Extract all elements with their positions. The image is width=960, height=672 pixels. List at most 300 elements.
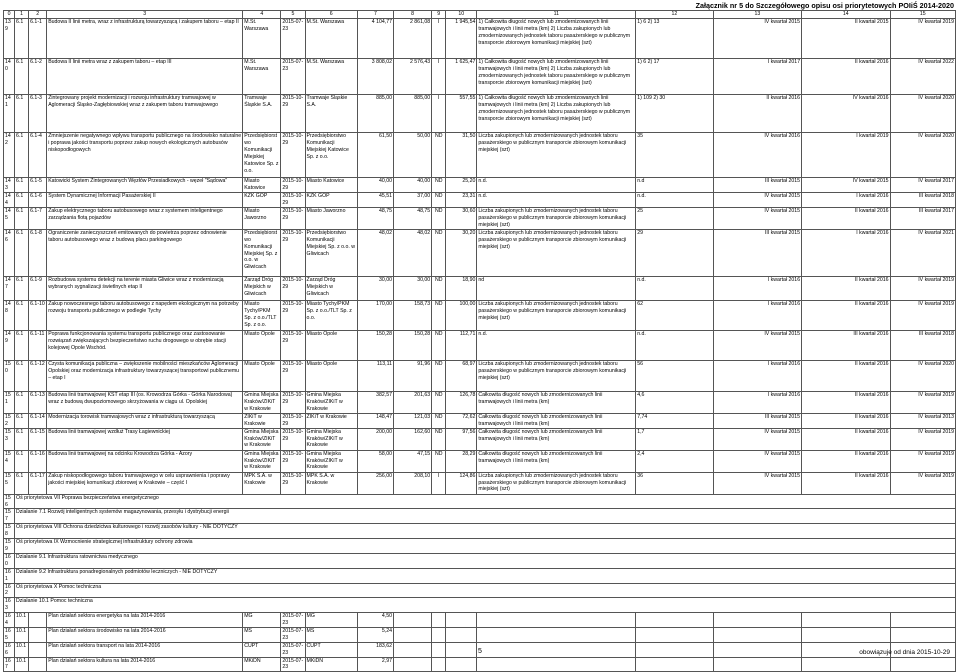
indicator: Liczba zakupionych lub zmodernizowanych jednostek taboru pasażerskiego w publicznym transporcie zbiorowym komunikacji miejskiej (szt) (477, 360, 636, 391)
eligible-cost: 121,03 (393, 413, 431, 428)
quarter-end: IV kwartał 2019 (890, 19, 955, 59)
total-cost: 61,50 (357, 133, 393, 178)
entry-date: 2015-10-29 (281, 391, 305, 413)
indicator-value: 35 (636, 133, 713, 178)
beneficiary: Miasto Opole (243, 360, 281, 391)
table-row (4, 229, 956, 276)
table-row (4, 59, 956, 95)
total-cost: 48,02 (357, 229, 393, 276)
quarter-mid: IV kwartał 2015 (802, 178, 890, 193)
empty-cell (713, 627, 801, 642)
indicator: Liczba zakupionych lub zmodernizowanych jednostek taboru pasażerskiego w publicznym transporcie zbiorowym komunikacji miejskiej (szt) (477, 207, 636, 229)
priority: 6.1 (15, 19, 29, 59)
quarter-end: IV kwartał 2020 (890, 95, 955, 133)
project-title: Plan działań sektora środowisko na lata 2014-2016 (47, 627, 243, 642)
organization: M.St. Warszawa (305, 59, 357, 95)
eligible-cost: 40,00 (393, 178, 431, 193)
project-id (29, 657, 47, 672)
table-row (4, 613, 956, 628)
beneficiary: Przedsiębiorstwo Komunikacji Miejskiej Sp. z o.o. w Gliwicach (243, 229, 281, 276)
indicator-value: n.d (636, 178, 713, 193)
priority: 6.1 (15, 330, 29, 360)
eu-contribution: 68,97 (446, 360, 477, 391)
table-row (4, 178, 956, 193)
quarter-mid: I kwartał 2016 (802, 229, 890, 276)
indicator: n.d. (477, 193, 636, 208)
empty-cell (432, 657, 446, 672)
organization: KZK GOP (305, 193, 357, 208)
attachment-heading: Załącznik nr 5 do Szczegółowego opisu osi priorytetowych POIiŚ 2014-2020 (695, 1, 954, 10)
row-number: 152 (4, 413, 15, 428)
total-cost: 45,51 (357, 193, 393, 208)
eligible-cost: 47,15 (393, 450, 431, 472)
empty-cell (636, 627, 713, 642)
project-id: 6.1-5 (29, 178, 47, 193)
indicator-value: 4,6 (636, 391, 713, 413)
beneficiary: M.St. Warszawa (243, 59, 281, 95)
indicator: 1) Całkowita długość nowych lub zmodernizowanych linii tramwajowych i linii metra (km) 2) Liczba zakupionych lub zmodernizowanych jednostek taboru pasażerskiego w publicznym transporcie zbiorowym komunikacji miejskiej (szt) (477, 95, 636, 133)
eu-contribution: 1 945,54 (446, 19, 477, 59)
fund-type: ND (432, 413, 446, 428)
eligible-cost: 48,02 (393, 229, 431, 276)
organization: Zarząd Dróg Miejskich w Gliwicach (305, 276, 357, 300)
table-row (4, 413, 956, 428)
table-row (4, 657, 956, 672)
project-title: Zakup niskopodłogowego taboru tramwajowego w celu usprawnienia i poprawy jakości miejskiej komunikacji zbiorowej w Krakowie – część I (47, 472, 243, 494)
column-number: 10 (446, 11, 477, 19)
table-row (4, 19, 956, 59)
fund-type: ND (432, 229, 446, 276)
table-row (4, 193, 956, 208)
empty-cell (393, 613, 431, 628)
column-number: 14 (802, 11, 890, 19)
empty-cell (636, 657, 713, 672)
column-number: 12 (636, 11, 713, 19)
column-number: 7 (357, 11, 393, 19)
priority: 6.1 (15, 133, 29, 178)
entry-date: 2015-10-29 (281, 360, 305, 391)
project-title: Ograniczenie zanieczyszczeń emitowanych do powietrza poprzez odnowienie taboru autobusowego wraz z budową placu parkingowego (47, 229, 243, 276)
beneficiary: MPK S.A. w Krakowie (243, 472, 281, 494)
project-title: Zakup nowoczesnego taboru autobusowego z napędem ekologicznym na potrzeby rozwoju transportu publicznego w podległe Tychy (47, 300, 243, 330)
column-number: 2 (29, 11, 47, 19)
table-row (4, 207, 956, 229)
eu-contribution: 72,62 (446, 413, 477, 428)
project-id: 6.1-3 (29, 95, 47, 133)
quarter-end: IV kwartał 2019 (890, 472, 955, 494)
indicator-value: 36 (636, 472, 713, 494)
empty-cell (432, 613, 446, 628)
quarter-end: IV kwartał 2019 (890, 300, 955, 330)
row-number: 161 (4, 568, 15, 583)
priority: 6.1 (15, 413, 29, 428)
organization: Tramwaje Śląskie S.A. (305, 95, 357, 133)
table-row (4, 300, 956, 330)
quarter-end: IV kwartał 2020 (890, 360, 955, 391)
entry-date: 2015-10-29 (282, 193, 304, 206)
project-title: Budowa linii tramwajowej wzdłuż Trasy Łagiewnickiej (47, 428, 243, 450)
total-cost: 30,00 (357, 276, 393, 300)
quarter-start: IV kwartał 2015 (713, 428, 801, 450)
priority: 6.1 (15, 300, 29, 330)
row-number: 140 (4, 59, 15, 95)
project-title: Budowa linii tramwajowej KST etap III (os. Krowodrza Górka - Górka Narodowa) wraz z budową dwupoziomowego skrzyżowania w ciągu ul. Opolskiej (47, 391, 243, 413)
eligible-cost: 2 861,08 (393, 19, 431, 59)
project-title: Zakup elektrycznego taboru autobusowego wraz z systemem inteligentnego zarządzania flotą pojazdów (47, 207, 243, 229)
row-number: 141 (4, 95, 15, 133)
project-id (29, 642, 47, 657)
organization: MŚ (305, 627, 357, 642)
indicator-value: 56 (636, 360, 713, 391)
project-title: Budowa II linii metra, wraz z infrastrukturą towarzyszącą i zakupem taboru – etap II (47, 19, 243, 59)
section-title: Oś priorytetowa IX Wzmocnienie strategicznej infrastruktury ochrony zdrowia (15, 539, 956, 554)
beneficiary: Miasto Jaworzno (243, 207, 281, 229)
indicator: Liczba zakupionych lub zmodernizowanych jednostek taboru pasażerskiego w publicznym transporcie zbiorowym komunikacji miejskiej (szt) (477, 472, 636, 494)
quarter-start: IV kwartał 2015 (713, 193, 801, 208)
eu-contribution: 112,71 (446, 330, 477, 360)
project-title: Czysta komunikacja publiczna – zwiększenie mobilności mieszkańców Aglomeracji Opolskiej oraz modernizacja infrastruktury towarzyszącej transportowi publicznemu – etap I (47, 360, 243, 391)
table-row (4, 95, 956, 133)
entry-date: 2015-10-29 (282, 413, 304, 427)
empty-cell (802, 657, 890, 672)
eligible-cost: 158,73 (393, 300, 431, 330)
eu-contribution: 126,78 (446, 391, 477, 413)
row-number: 166 (4, 642, 15, 657)
indicator-value: n.d. (636, 330, 713, 360)
quarter-end: IV kwartał 2017 (890, 178, 955, 193)
empty-cell (636, 613, 713, 628)
organization: ZIKiT w Krakowie (305, 413, 357, 428)
quarter-start: III kwartał 2015 (713, 178, 801, 193)
indicator: n.d. (477, 330, 636, 360)
indicator: 1) Całkowita długość nowych lub zmodernizowanych linii tramwajowych i linii metra (km) 2) Liczba zakupionych lub zmodernizowanych jednostek taboru pasażerskiego w publicznym transporcie zbiorowym komunikacji miejskiej (szt) (477, 59, 636, 95)
beneficiary: Gmina Miejska Kraków/ZIKiT w Krakowie (243, 391, 281, 413)
priority: 6.1 (15, 207, 29, 229)
eligible-cost: 48,75 (393, 207, 431, 229)
empty-cell (477, 642, 636, 657)
section-row (4, 553, 956, 568)
row-number: 145 (4, 207, 15, 229)
eligible-cost: 885,00 (393, 95, 431, 133)
priority: 6.1 (15, 276, 29, 300)
section-row (4, 524, 956, 539)
quarter-end: IV kwartał 2013 (890, 413, 955, 428)
quarter-mid: II kwartał 2016 (802, 207, 890, 229)
row-number: 148 (4, 300, 15, 330)
indicator-value: 1,7 (636, 428, 713, 450)
total-cost: 148,47 (357, 413, 393, 428)
beneficiary: MŚ (243, 627, 281, 642)
quarter-end: III kwartał 2018 (890, 330, 955, 360)
eligible-cost: 208,10 (393, 472, 431, 494)
organization: Miasto Tychy/PKM Sp. z o.o./TLT Sp. z o.o. (305, 300, 357, 330)
quarter-mid: II kwartał 2016 (802, 450, 890, 472)
entry-date: 2015-07-23 (282, 613, 304, 627)
total-cost: 58,00 (357, 450, 393, 472)
column-number: 4 (243, 11, 281, 19)
entry-date: 2015-07-23 (282, 627, 304, 641)
empty-cell (393, 657, 431, 672)
project-id: 6.1-13 (29, 391, 47, 413)
quarter-mid: I kwartał 2019 (802, 133, 890, 178)
indicator: Liczba zakupionych lub zmodernizowanych jednostek taboru pasażerskiego w publicznym transporcie zbiorowym komunikacji miejskiej (szt) (477, 229, 636, 276)
project-id: 6.1-10 (29, 300, 47, 330)
fund-type: ND (432, 133, 446, 178)
column-number: 6 (305, 11, 357, 19)
indicator: Całkowita długość nowych lub zmodernizowanych linii tramwajowych i linii metra (km) (477, 428, 636, 450)
section-title: Działanie 10.1 Pomoc techniczna (15, 598, 956, 613)
empty-cell (393, 627, 431, 642)
project-id: 6.1-8 (29, 229, 47, 276)
total-cost: 3 808,02 (357, 59, 393, 95)
quarter-start: II kwartał 2016 (713, 95, 801, 133)
row-number: 159 (4, 539, 15, 554)
organization: MKiDN (305, 657, 357, 672)
row-number: 139 (4, 19, 15, 59)
eligible-cost: 201,63 (393, 391, 431, 413)
column-number: 9 (432, 11, 446, 19)
empty-cell (890, 657, 955, 672)
row-number: 157 (4, 509, 15, 524)
row-number: 149 (4, 330, 15, 360)
eligible-cost: 91,96 (393, 360, 431, 391)
eu-contribution: 124,86 (446, 472, 477, 494)
fund-type: ND (432, 207, 446, 229)
project-table (3, 10, 956, 672)
quarter-end: IV kwartał 2022 (890, 59, 955, 95)
total-cost: 5,24 (357, 627, 393, 642)
priority: 6.1 (15, 95, 29, 133)
row-number: 158 (4, 524, 15, 539)
indicator-value: 29 (636, 229, 713, 276)
indicator-value: n.d. (636, 276, 713, 300)
organization: Gmina Miejska Kraków/ZIKiT w Krakowie (305, 450, 357, 472)
column-number: 15 (890, 11, 955, 19)
empty-cell (393, 642, 431, 657)
organization: Przedsiębiorstwo Komunikacji Miejskiej Sp. z o.o. w Gliwicach (305, 229, 357, 276)
eu-contribution: 100,00 (446, 300, 477, 330)
table-row (4, 428, 956, 450)
indicator-value: 2,4 (636, 450, 713, 472)
column-number: 1 (15, 11, 29, 19)
indicator: Liczba zakupionych lub zmodernizowanych jednostek taboru pasażerskiego w publicznym transporcie zbiorowym komunikacji miejskiej (szt) (477, 133, 636, 178)
entry-date: 2015-07-23 (282, 657, 304, 671)
quarter-mid: II kwartał 2015 (802, 19, 890, 59)
priority: 10.1 (15, 657, 29, 672)
empty-cell (802, 627, 890, 642)
fund-type: ND (432, 360, 446, 391)
empty-cell (890, 613, 955, 628)
quarter-end: III kwartał 2018 (890, 193, 955, 208)
entry-date: 2015-10-29 (281, 95, 305, 133)
project-title: System Dynamicznej Informacji Pasażerskiej II (47, 193, 243, 208)
priority: 6.1 (15, 229, 29, 276)
indicator-value: n.d. (636, 193, 713, 208)
indicator: Liczba zakupionych lub zmodernizowanych jednostek taboru pasażerskiego w publicznym transporcie zbiorowym komunikacji miejskiej (szt) (477, 300, 636, 330)
empty-cell (477, 627, 636, 642)
table-row (4, 391, 956, 413)
organization: Przedsiębiorstwo Komunikacji Miejskiej Katowice Sp. z o.o. (305, 133, 357, 178)
quarter-start: I kwartał 2017 (713, 59, 801, 95)
empty-cell (890, 627, 955, 642)
empty-cell (446, 627, 477, 642)
project-id: 6.1-9 (29, 276, 47, 300)
quarter-start: I kwartał 2016 (713, 300, 801, 330)
project-id (29, 627, 47, 642)
quarter-start: IV kwartał 2015 (713, 19, 801, 59)
total-cost: 382,57 (357, 391, 393, 413)
quarter-end: IV kwartał 2019 (890, 276, 955, 300)
indicator-value: 25 (636, 207, 713, 229)
section-title: Oś priorytetowa VII Poprawa bezpieczeństwa energetycznego (15, 494, 956, 509)
quarter-end: III kwartał 2017 (890, 207, 955, 229)
section-title: Oś priorytetowa VIII Ochrona dziedzictwa kulturowego i rozwój zasobów kultury - NIE DOTYCZY (15, 524, 956, 539)
entry-date: 2015-10-29 (281, 207, 305, 229)
row-number: 162 (4, 583, 15, 598)
empty-cell (446, 642, 477, 657)
quarter-mid: II kwartał 2016 (802, 413, 890, 428)
column-number: 5 (281, 11, 305, 19)
section-row (4, 494, 956, 509)
fund-type: ND (432, 178, 446, 193)
row-number: 164 (4, 613, 15, 628)
beneficiary: Miasto Katowice (243, 178, 281, 193)
column-number: 13 (713, 11, 801, 19)
entry-date: 2015-10-29 (281, 450, 305, 472)
beneficiary: M.St. Warszawa (243, 19, 281, 59)
empty-cell (477, 657, 636, 672)
fund-type: ND (432, 276, 446, 300)
indicator: n.d. (477, 178, 636, 193)
section-row (4, 598, 956, 613)
indicator-value: 1) 109 2) 30 (636, 95, 713, 133)
section-row (4, 539, 956, 554)
project-title: Modernizacja torowisk tramwajowych wraz z infrastrukturą towarzyszącą (47, 413, 243, 428)
quarter-start: I kwartał 2016 (713, 276, 801, 300)
beneficiary: Miasto Tychy/PKM Sp. z o.o./TLT Sp. z o.o. (243, 300, 281, 330)
table-row (4, 360, 956, 391)
priority: 6.1 (15, 428, 29, 450)
priority: 6.1 (15, 59, 29, 95)
table-row (4, 133, 956, 178)
project-id: 6.1-4 (29, 133, 47, 178)
project-title: Zmniejszenie negatywnego wpływu transportu publicznego na środowisko naturalne i poprawa jakości transportu poprzez zakup nowych ekologicznych autobusów niskopodłogowych (47, 133, 243, 178)
empty-cell (477, 613, 636, 628)
empty-cell (713, 657, 801, 672)
quarter-mid: II kwartał 2016 (802, 391, 890, 413)
row-number: 151 (4, 391, 15, 413)
quarter-start: I kwartał 2016 (713, 391, 801, 413)
fund-type: ND (432, 391, 446, 413)
organization: Gmina Miejska Kraków/ZIKiT w Krakowie (305, 391, 357, 413)
beneficiary: Miasto Opole (243, 330, 281, 360)
priority: 10.1 (15, 613, 29, 628)
fund-type: ND (432, 330, 446, 360)
indicator: 1) Całkowita długość nowych lub zmodernizowanych linii tramwajowych i linii metra (km) 2) Liczba zakupionych lub zmodernizowanych jednostek taboru pasażerskiego w publicznym transporcie zbiorowym komunikacji miejskiej (szt) (477, 19, 636, 59)
beneficiary: Gmina Miejska Kraków/ZIKiT w Krakowie (243, 428, 281, 450)
entry-date: 2015-10-29 (282, 178, 304, 191)
beneficiary: KZK GOP (243, 193, 281, 208)
quarter-start: IV kwartał 2015 (713, 330, 801, 360)
row-number: 163 (4, 598, 15, 613)
fund-type: I (432, 472, 446, 494)
total-cost: 4,50 (357, 613, 393, 628)
quarter-start: III kwartał 2015 (713, 229, 801, 276)
section-title: Działanie 7.1 Rozwój inteligentnych systemów magazynowania, przesyłu i dystrybucji energii (15, 509, 956, 524)
total-cost: 4 104,77 (357, 19, 393, 59)
section-title: Działanie 9.2 Infrastruktura ponadregionalnych podmiotów leczniczych - NIE DOTYCZY (15, 568, 956, 583)
eligible-cost: 150,28 (393, 330, 431, 360)
quarter-start: IV kwartał 2016 (713, 133, 801, 178)
indicator: Całkowita długość nowych lub zmodernizowanych linii tramwajowych i linii metra (km) (477, 391, 636, 413)
eligible-cost: 37,00 (393, 193, 431, 208)
eu-contribution: 28,29 (446, 450, 477, 472)
beneficiary: MKiDN (243, 657, 281, 672)
quarter-mid: IV kwartał 2016 (802, 95, 890, 133)
entry-date: 2015-07-23 (282, 642, 304, 656)
empty-cell (636, 642, 713, 657)
organization: MPK S.A. w Krakowie (305, 472, 357, 494)
project-id: 6.1-2 (29, 59, 47, 95)
table-row (4, 276, 956, 300)
total-cost: 150,28 (357, 330, 393, 360)
row-number: 156 (4, 494, 15, 509)
row-number: 160 (4, 553, 15, 568)
priority: 6.1 (15, 391, 29, 413)
eu-contribution: 1 625,47 (446, 59, 477, 95)
total-cost: 113,11 (357, 360, 393, 391)
quarter-mid: III kwartał 2016 (802, 330, 890, 360)
project-id (29, 613, 47, 628)
column-number-row (4, 11, 956, 19)
eu-contribution: 18,90 (446, 276, 477, 300)
eu-contribution: 25,20 (446, 178, 477, 193)
table-row (4, 627, 956, 642)
quarter-end: IV kwartał 2019 (890, 428, 955, 450)
quarter-start: IV kwartał 2015 (713, 472, 801, 494)
priority: 6.1 (15, 450, 29, 472)
row-number: 167 (4, 657, 15, 672)
eu-contribution: 557,55 (446, 95, 477, 133)
quarter-start: IV kwartał 2015 (713, 207, 801, 229)
page-number: 5 (478, 648, 482, 655)
project-title: Zintegrowany projekt modernizacji i rozwoju infrastruktury tramwajowej w Aglomeracji Śląsko-Zagłębiowskiej wraz z zakupem taboru tramwajowego (47, 95, 243, 133)
indicator: Całkowita długość nowych lub zmodernizowanych linii tramwajowych i linii metra (km) (477, 450, 636, 472)
project-id: 6.1-7 (29, 207, 47, 229)
entry-date: 2015-10-29 (281, 229, 305, 276)
project-id: 6.1-17 (29, 472, 47, 494)
section-row (4, 509, 956, 524)
beneficiary: Tramwaje Śląskie S.A. (243, 95, 281, 133)
row-number: 154 (4, 450, 15, 472)
quarter-start: IV kwartał 2015 (713, 450, 801, 472)
empty-cell (446, 657, 477, 672)
priority: 6.1 (15, 360, 29, 391)
empty-cell (713, 613, 801, 628)
quarter-mid: II kwartał 2016 (802, 59, 890, 95)
quarter-end: IV kwartał 2019 (890, 391, 955, 413)
total-cost: 2,97 (357, 657, 393, 672)
indicator-value: 1) 6 2) 13 (636, 19, 713, 59)
fund-type: ND (432, 193, 446, 208)
total-cost: 256,00 (357, 472, 393, 494)
indicator-value: 62 (636, 300, 713, 330)
quarter-mid: I kwartał 2016 (802, 193, 890, 208)
quarter-mid: II kwartał 2016 (802, 300, 890, 330)
priority: 10.1 (15, 642, 29, 657)
project-id: 6.1-6 (29, 193, 47, 208)
row-number: 153 (4, 428, 15, 450)
